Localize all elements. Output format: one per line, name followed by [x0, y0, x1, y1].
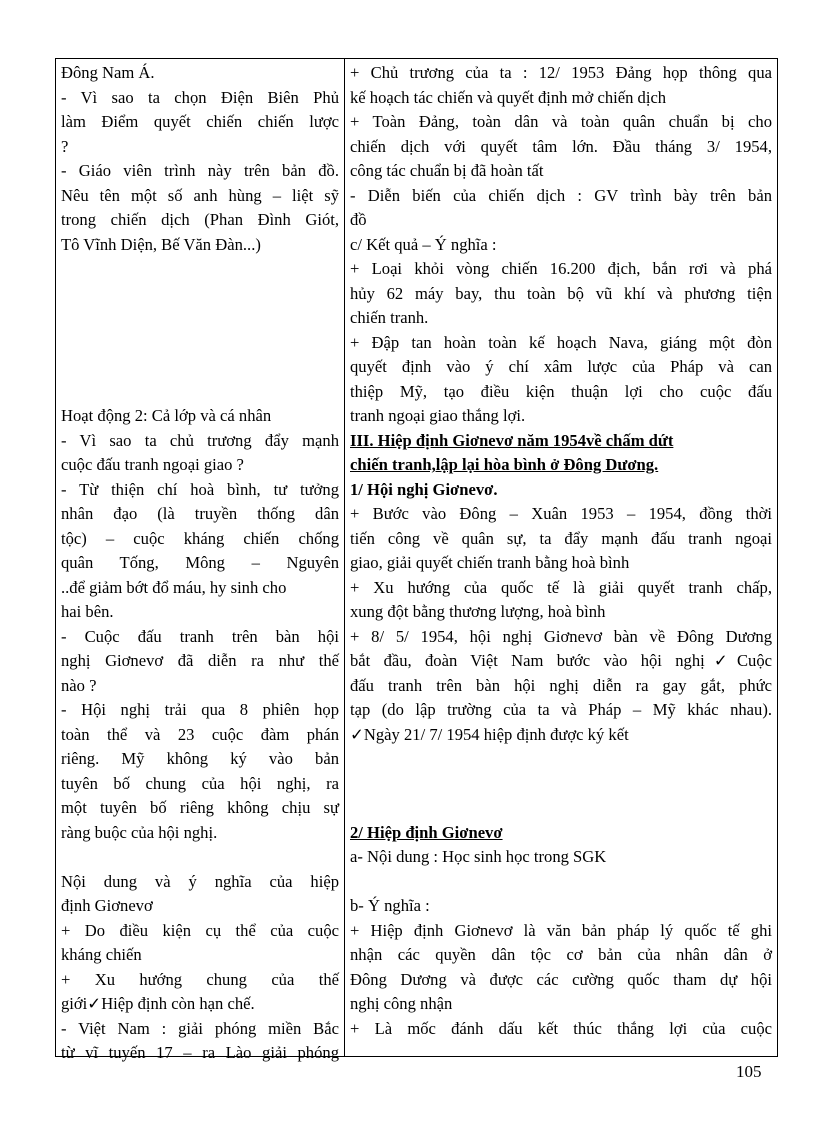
text-line: tiến công về quân sự, ta đẩy mạnh đấu tranh ngoại	[350, 528, 772, 548]
text-line: + Hiệp định Giơnevơ là văn bản pháp lý quốc tế ghi	[350, 920, 772, 940]
text-line: + Loại khỏi vòng chiến 16.200 địch, bắn rơi và phá	[350, 259, 772, 278]
text-line: ..để giảm bớt đổ máu, hy sinh cho	[61, 577, 287, 597]
text-line: trong chiến dịch (Phan Đình Giót,	[61, 210, 339, 229]
text-line: + Chủ trương của ta : 12/ 1953 Đảng họp thông qua	[350, 63, 772, 82]
text-line: chiến tranh.	[350, 308, 429, 327]
text-line: giới✓Hiệp định còn hạn chế.	[61, 994, 255, 1013]
text-line: tuyên bố chung của hội nghị, ra	[61, 773, 339, 793]
text-line: thiệp Mỹ, tạo điều kiện thuận lợi cho cuộc đấu	[350, 381, 772, 401]
text-line: định Giơnevơ	[61, 896, 153, 915]
section-heading: chiến tranh,lập lại hòa bình ở Đông Dương.	[350, 455, 659, 474]
content-table	[55, 58, 778, 1062]
text-line: kế hoạch tác chiến và quyết định mở chiến dịch	[350, 87, 667, 107]
text-line: Nội dung và ý nghĩa của hiệp	[61, 871, 339, 891]
text-line: + Là mốc đánh dấu kết thúc thắng lợi của cuộc	[350, 1018, 772, 1038]
text-line: kháng chiến	[61, 945, 142, 964]
subsection-heading: b- Ý nghĩa :	[350, 896, 430, 915]
text-line: đồ	[350, 210, 367, 229]
column-divider	[344, 59, 345, 1056]
text-line: nào ?	[61, 675, 97, 695]
text-line: + Xu hướng chung của thế	[61, 969, 339, 989]
text-line: nghị công nhận	[350, 994, 453, 1013]
text-line: cuộc đấu tranh ngoại giao ?	[61, 455, 244, 474]
text-line: nghị Giơnevơ đã diễn ra như thế	[61, 651, 339, 670]
text-line: chiến dịch với quyết tâm lớn. Đầu tháng 3/ 1954,	[350, 136, 772, 156]
text-line: hai bên.	[61, 602, 114, 621]
text-line: làm Điểm quyết chiến chiến lược	[61, 112, 339, 131]
text-line: nhận các quyền dân tộc cơ bản của nhân dân ở	[350, 945, 772, 964]
text-line: quyết định vào ý chí xâm lược của Pháp và can	[350, 357, 772, 376]
text-line: ?	[61, 136, 69, 156]
text-line: bắt đầu, đoàn Việt Nam bước vào hội nghị✓Cuộc	[350, 651, 772, 670]
text-line: tranh ngoại giao thắng lợi.	[350, 406, 526, 425]
text-line: - Vì sao ta chủ trương đẩy mạnh	[61, 430, 339, 450]
text-line: - Giáo viên trình này trên bản đồ.	[61, 161, 339, 180]
text-line: ✓Ngày 21/ 7/ 1954 hiệp định được ký kết	[350, 724, 629, 744]
text-line: ràng buộc của hội nghị.	[61, 822, 218, 842]
page-number: 105	[736, 1062, 762, 1081]
activity-heading: Hoạt động 2: Cả lớp và cá nhân	[61, 406, 272, 425]
text-line: - Hội nghị trải qua 8 phiên họp	[61, 700, 339, 719]
text-line: nhân đạo (là truyền thống dân	[61, 504, 339, 523]
text-line: + Xu hướng của quốc tế là giải quyết tranh chấp,	[350, 577, 772, 597]
text-line: a- Nội dung : Học sinh học trong SGK	[350, 847, 607, 866]
text-line: quân Tống, Mông – Nguyên	[61, 553, 339, 572]
section-heading: III. Hiệp định Giơnevơ năm 1954về chấm dứt	[350, 430, 674, 450]
text-line: từ vĩ tuyến 17 – ra Lào giải phóng	[61, 1043, 339, 1062]
subsection-heading: 1/ Hội nghị Giơnevơ.	[350, 479, 498, 499]
text-line: Nêu tên một số anh hùng – liệt sỹ	[61, 185, 339, 205]
text-line: - Cuộc đấu tranh trên bàn hội	[61, 626, 339, 646]
text-line: - Vì sao ta chọn Điện Biên Phủ	[61, 87, 339, 107]
text-line: giao, giải quyết chiến tranh bằng hoà bình	[350, 553, 630, 572]
text-line: tộc) – cuộc kháng chiến chống	[61, 528, 339, 548]
text-line: một tuyên bố riêng không chịu sự	[61, 798, 339, 817]
text-line: - Diễn biến của chiến dịch : GV trình bày trên bản	[350, 185, 772, 205]
text-line: toàn thể và 23 cuộc đàm phán	[61, 724, 339, 744]
text-line: Đông Dương và được các cường quốc tham dự hội	[350, 969, 772, 989]
text-line: Đông Nam Á.	[61, 63, 155, 82]
text-line: + Bước vào Đông – Xuân 1953 – 1954, đồng thời	[350, 504, 772, 523]
text-line: tạp (do lập trường của ta và Pháp – Mỹ khác nhau).	[350, 700, 772, 719]
text-line: - Việt Nam : giải phóng miền Bắc	[61, 1018, 339, 1038]
text-line: xung đột bằng thương lượng, hoà bình	[350, 602, 606, 621]
subsection-heading: c/ Kết quả – Ý nghĩa :	[350, 234, 497, 254]
text-line: + Do điều kiện cụ thể của cuộc	[61, 920, 339, 940]
text-line: Tô Vĩnh Diện, Bế Văn Đàn...)	[61, 234, 261, 254]
text-line: đấu tranh trên bàn hội nghị diễn ra gay gắt, phức	[350, 675, 772, 695]
left-column	[61, 61, 339, 1066]
subsection-heading: 2/ Hiệp định Giơnevơ	[350, 822, 503, 842]
text-line: hủy 62 máy bay, thu toàn bộ vũ khí và phương tiện	[350, 283, 772, 303]
text-line: + Đập tan hoàn toàn kế hoạch Nava, giáng một đòn	[350, 332, 772, 352]
right-column	[350, 61, 772, 1041]
text-line: - Từ thiện chí hoà bình, tư tưởng	[61, 479, 339, 499]
text-line: + 8/ 5/ 1954, hội nghị Giơnevơ bàn về Đông Dương	[350, 626, 772, 646]
text-line: riêng. Mỹ không ký vào bản	[61, 749, 339, 768]
text-line: + Toàn Đảng, toàn dân và toàn quân chuẩn bị cho	[350, 112, 772, 131]
text-line: công tác chuẩn bị đã hoàn tất	[350, 161, 544, 180]
